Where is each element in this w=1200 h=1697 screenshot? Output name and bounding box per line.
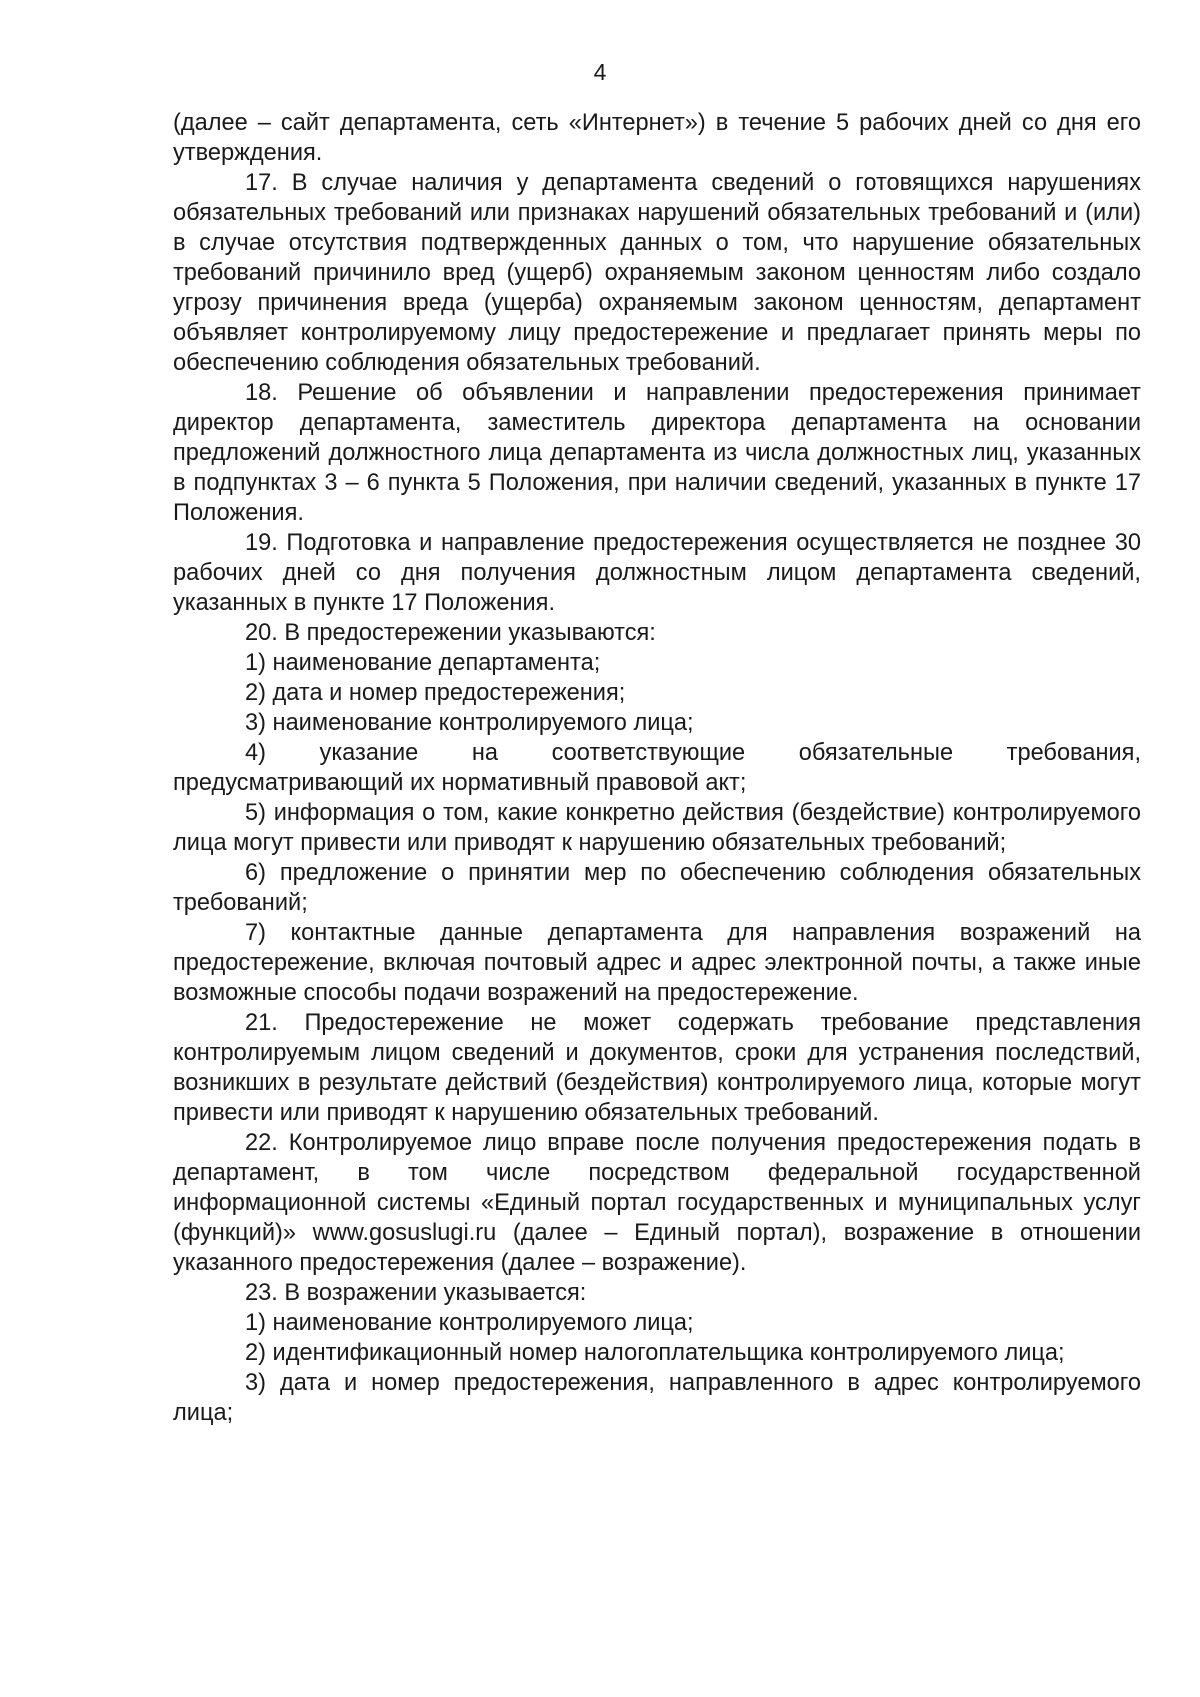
paragraph-21: 21. Предостережение не может содержать требование представления контролируемым лицом сведений и документов, сроки для устранения последствий, возникших в результате действий (бездействия) контролируемого лица, которые могут привести или приводят к нарушению обязательных требований. bbox=[173, 1010, 1141, 1126]
list-item-20-4: 4) указание на соответствующие обязательные требования, предусматривающий их нормативный правовой акт; bbox=[173, 740, 1141, 796]
document-body bbox=[173, 108, 1141, 1428]
list-item-20-7: 7) контактные данные департамента для направления возражений на предостережение, включая почтовый адрес и адрес электронной почты, а также иные возможные способы подачи возражений на предостережение. bbox=[173, 920, 1141, 1006]
list-item-23-2: 2) идентификационный номер налогоплательщика контролируемого лица; bbox=[245, 1340, 1065, 1366]
paragraph-17: 17. В случае наличия у департамента сведений о готовящихся нарушениях обязательных требований или признаках нарушений обязательных требований и (или) в случае отсутствия подтвержденных данных о том, что нарушение обязательных требований причинило вред (ущерб) охраняемым законом ценностям либо создало угрозу причинения вреда (ущерба) охраняемым законом ценностям, департамент объявляет контролируемому лицу предостережение и предлагает принять меры по обеспечению соблюдения обязательных требований. bbox=[173, 170, 1141, 376]
page-number: 4 bbox=[593, 59, 607, 85]
list-item-23-3: 3) дата и номер предостережения, направленного в адрес контролируемого лица; bbox=[173, 1370, 1141, 1426]
paragraph-22: 22. Контролируемое лицо вправе после получения предостережения подать в департамент, в том числе посредством федеральной государственной информационной системы «Единый портал государственных и муниципальных услуг (функций)» www.gosuslugi.ru (далее – Единый портал), возражение в отношении указанного предостережения (далее – возражение). bbox=[173, 1130, 1141, 1276]
list-item-20-2: 2) дата и номер предостережения; bbox=[245, 680, 626, 706]
paragraph-18: 18. Решение об объявлении и направлении предостережения принимает директор департамента, заместитель директора департамента на основании предложений должностного лица департамента из числа должностных лиц, указанных в подпунктах 3 – 6 пункта 5 Положения, при наличии сведений, указанных в пункте 17 Положения. bbox=[173, 380, 1141, 526]
paragraph-intro-continuation: (далее – сайт департамента, сеть «Интернет») в течение 5 рабочих дней со дня его утверждения. bbox=[173, 110, 1141, 166]
list-item-23-1: 1) наименование контролируемого лица; bbox=[245, 1310, 694, 1336]
list-item-20-3: 3) наименование контролируемого лица; bbox=[245, 710, 694, 736]
paragraph-23: 23. В возражении указывается: bbox=[245, 1280, 587, 1306]
list-item-20-1: 1) наименование департамента; bbox=[245, 650, 601, 676]
list-item-20-5: 5) информация о том, какие конкретно действия (бездействие) контролируемого лица могут привести или приводят к нарушению обязательных требований; bbox=[173, 800, 1141, 856]
paragraph-19: 19. Подготовка и направление предостережения осуществляется не позднее 30 рабочих дней со дня получения должностным лицом департамента сведений, указанных в пункте 17 Положения. bbox=[173, 530, 1141, 616]
list-item-20-6: 6) предложение о принятии мер по обеспечению соблюдения обязательных требований; bbox=[173, 860, 1141, 916]
paragraph-20: 20. В предостережении указываются: bbox=[245, 620, 656, 646]
